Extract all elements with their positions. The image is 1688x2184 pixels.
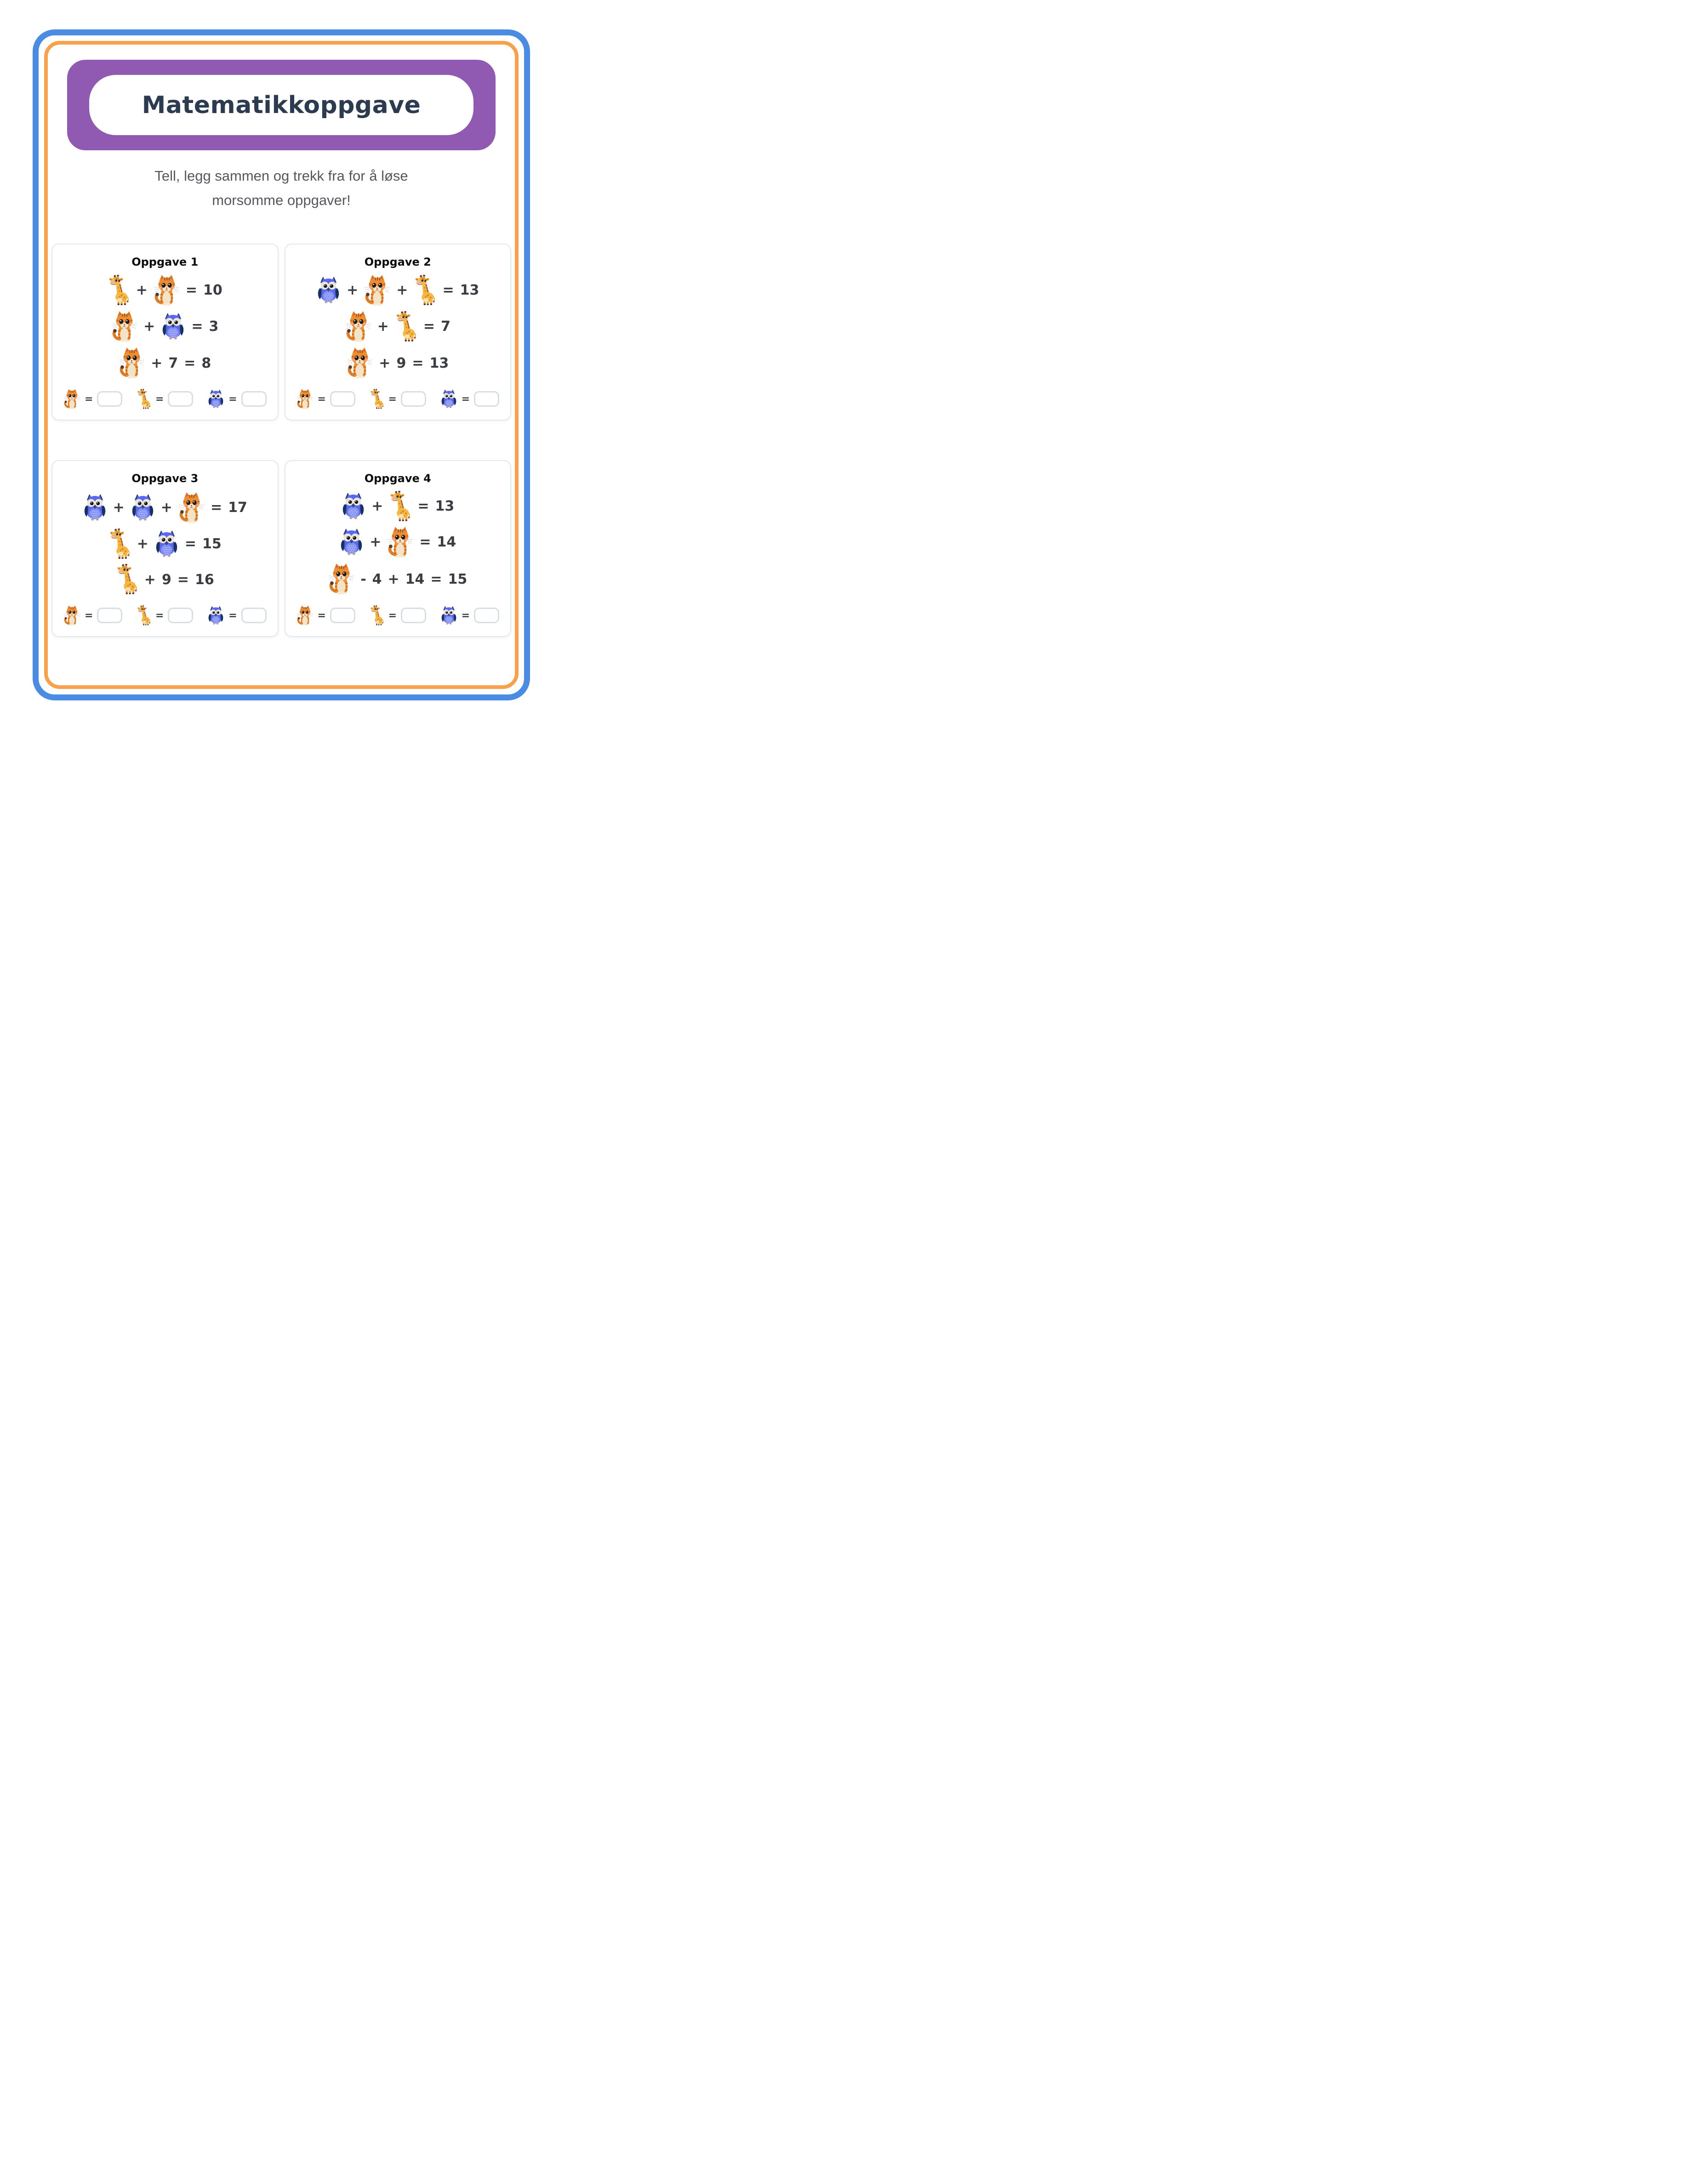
owl-icon	[131, 494, 155, 522]
equals-sign: =	[228, 609, 237, 621]
equation-row	[59, 529, 271, 560]
task-title: Oppgave 3	[131, 472, 199, 485]
equation-row	[59, 274, 271, 307]
owl-icon	[341, 492, 365, 521]
equation-text: =	[177, 571, 189, 588]
equation-text: 15	[202, 536, 222, 552]
equals-sign: =	[461, 609, 470, 621]
equals-sign: =	[388, 393, 397, 405]
title-pill	[89, 75, 473, 135]
equation-text: +	[136, 282, 148, 299]
owl-icon	[440, 606, 457, 626]
answer-group	[63, 388, 122, 410]
equation-text: +	[113, 500, 125, 516]
owl-icon	[161, 313, 185, 341]
equation-text: +	[160, 500, 172, 516]
equation-row	[292, 347, 504, 380]
equation-text: +	[379, 355, 391, 371]
giraffe-icon	[389, 491, 411, 522]
equation-text: 9	[396, 355, 406, 371]
owl-icon	[440, 389, 457, 409]
equation-text: 13	[429, 355, 449, 371]
owl-icon	[154, 530, 179, 558]
equation-row	[59, 347, 271, 380]
task-card	[51, 244, 279, 421]
answer-box[interactable]	[474, 608, 499, 623]
cat-icon	[154, 274, 180, 307]
equation-text: 13	[435, 498, 455, 515]
equals-sign: =	[85, 609, 93, 621]
cat-icon	[345, 310, 371, 343]
cat-icon	[111, 310, 137, 343]
equation-text: =	[412, 355, 424, 371]
equation-text: 4	[372, 571, 382, 587]
answer-row	[59, 387, 271, 411]
giraffe-icon	[137, 605, 151, 626]
equation-text: +	[143, 318, 155, 335]
task-title: Oppgave 4	[364, 472, 431, 485]
equation-text: 7	[440, 318, 451, 335]
equation-row	[292, 274, 504, 307]
answer-group	[297, 605, 355, 626]
giraffe-icon	[137, 389, 151, 410]
task-title: Oppgave 2	[364, 256, 431, 269]
equation-text: +	[347, 282, 359, 299]
equation-text: =	[210, 500, 222, 516]
page-subtitle	[48, 164, 515, 212]
equals-sign: =	[155, 393, 164, 405]
cat-icon	[297, 388, 314, 410]
equation-row	[59, 491, 271, 524]
equation-text: =	[419, 534, 431, 551]
answer-box[interactable]	[97, 608, 122, 623]
answer-box[interactable]	[241, 608, 267, 623]
equation-text: =	[423, 318, 435, 335]
answer-box[interactable]	[330, 391, 355, 407]
equation-text: =	[417, 498, 429, 515]
equals-sign: =	[388, 609, 397, 621]
answer-group	[370, 389, 426, 410]
equation-text: 13	[460, 282, 479, 299]
equation-row	[292, 526, 504, 559]
owl-icon	[83, 494, 107, 522]
owl-icon	[316, 276, 341, 305]
giraffe-icon	[108, 275, 130, 306]
task-card	[51, 460, 279, 637]
answer-group	[137, 605, 193, 626]
equation-text: -	[360, 571, 366, 587]
cat-icon	[387, 526, 413, 559]
equation-text: +	[144, 571, 156, 588]
equation-text: 14	[405, 571, 425, 587]
equation-text: +	[396, 282, 408, 299]
answer-group	[297, 388, 355, 410]
cat-icon	[328, 563, 354, 596]
equation-text: +	[151, 355, 163, 371]
answer-box[interactable]	[401, 391, 426, 407]
equals-sign: =	[155, 609, 164, 621]
subtitle-line-1: Tell, legg sammen og trekk fra for å løse	[154, 168, 408, 184]
title-banner	[67, 60, 496, 150]
answer-group	[207, 389, 266, 409]
answer-box[interactable]	[330, 608, 355, 623]
answer-group	[207, 606, 266, 626]
equations	[59, 268, 271, 383]
equation-row	[292, 491, 504, 522]
equation-text: 7	[168, 355, 178, 371]
equation-row	[59, 564, 271, 595]
cat-icon	[297, 605, 314, 626]
answer-box[interactable]	[401, 608, 426, 623]
giraffe-icon	[414, 275, 436, 306]
giraffe-icon	[108, 529, 131, 560]
answer-row	[59, 603, 271, 628]
answer-group	[440, 389, 499, 409]
task-card	[285, 244, 512, 421]
equals-sign: =	[85, 393, 93, 405]
answer-row	[292, 387, 504, 411]
answer-box[interactable]	[168, 608, 193, 623]
cat-icon	[63, 388, 80, 410]
equation-row	[59, 310, 271, 343]
answer-group	[63, 605, 122, 626]
answer-box[interactable]	[97, 391, 122, 407]
cat-icon	[364, 274, 390, 307]
equation-row	[292, 563, 504, 596]
answer-box[interactable]	[474, 391, 499, 407]
equation-text: 9	[161, 571, 171, 588]
task-title: Oppgave 1	[131, 256, 199, 269]
giraffe-icon	[395, 311, 417, 342]
equation-text: 16	[194, 571, 214, 588]
page-border-orange	[44, 41, 519, 689]
answer-group	[370, 605, 426, 626]
equals-sign: =	[317, 609, 326, 621]
page-title: Matematikkoppgave	[142, 91, 421, 119]
answer-group	[137, 389, 193, 410]
tasks-grid	[51, 244, 511, 637]
equation-text: =	[184, 536, 197, 552]
owl-icon	[207, 389, 224, 409]
equations	[292, 268, 504, 383]
equation-text: 10	[203, 282, 222, 299]
equations	[292, 485, 504, 599]
equation-text: +	[371, 498, 383, 515]
equation-row	[292, 310, 504, 343]
equals-sign: =	[317, 393, 326, 405]
equation-text: +	[377, 318, 389, 335]
cat-icon	[63, 605, 80, 626]
equation-text: 15	[448, 571, 468, 587]
cat-icon	[178, 491, 205, 524]
owl-icon	[339, 528, 364, 557]
equation-text: 8	[201, 355, 211, 371]
equation-text: +	[388, 571, 399, 587]
equation-text: 14	[437, 534, 456, 551]
cat-icon	[347, 347, 373, 380]
subtitle-line-2: morsomme oppgaver!	[212, 192, 351, 208]
equation-text: +	[370, 534, 382, 551]
giraffe-icon	[116, 564, 138, 595]
answer-row	[292, 603, 504, 628]
equations	[59, 485, 271, 599]
equation-text: =	[184, 355, 196, 371]
equals-sign: =	[228, 393, 237, 405]
equation-text: =	[430, 571, 442, 587]
equation-text: =	[191, 318, 203, 335]
equation-text: =	[442, 282, 454, 299]
answer-box[interactable]	[241, 391, 267, 407]
equation-text: 17	[228, 500, 247, 516]
cat-icon	[119, 347, 145, 380]
giraffe-icon	[370, 605, 384, 626]
answer-group	[440, 606, 499, 626]
equation-text: +	[137, 536, 148, 552]
answer-box[interactable]	[168, 391, 193, 407]
equation-text: =	[185, 282, 198, 299]
equation-text: 3	[209, 318, 219, 335]
equals-sign: =	[461, 393, 470, 405]
page-border-blue	[33, 29, 530, 700]
owl-icon	[207, 606, 224, 626]
giraffe-icon	[370, 389, 384, 410]
task-card	[285, 460, 512, 637]
